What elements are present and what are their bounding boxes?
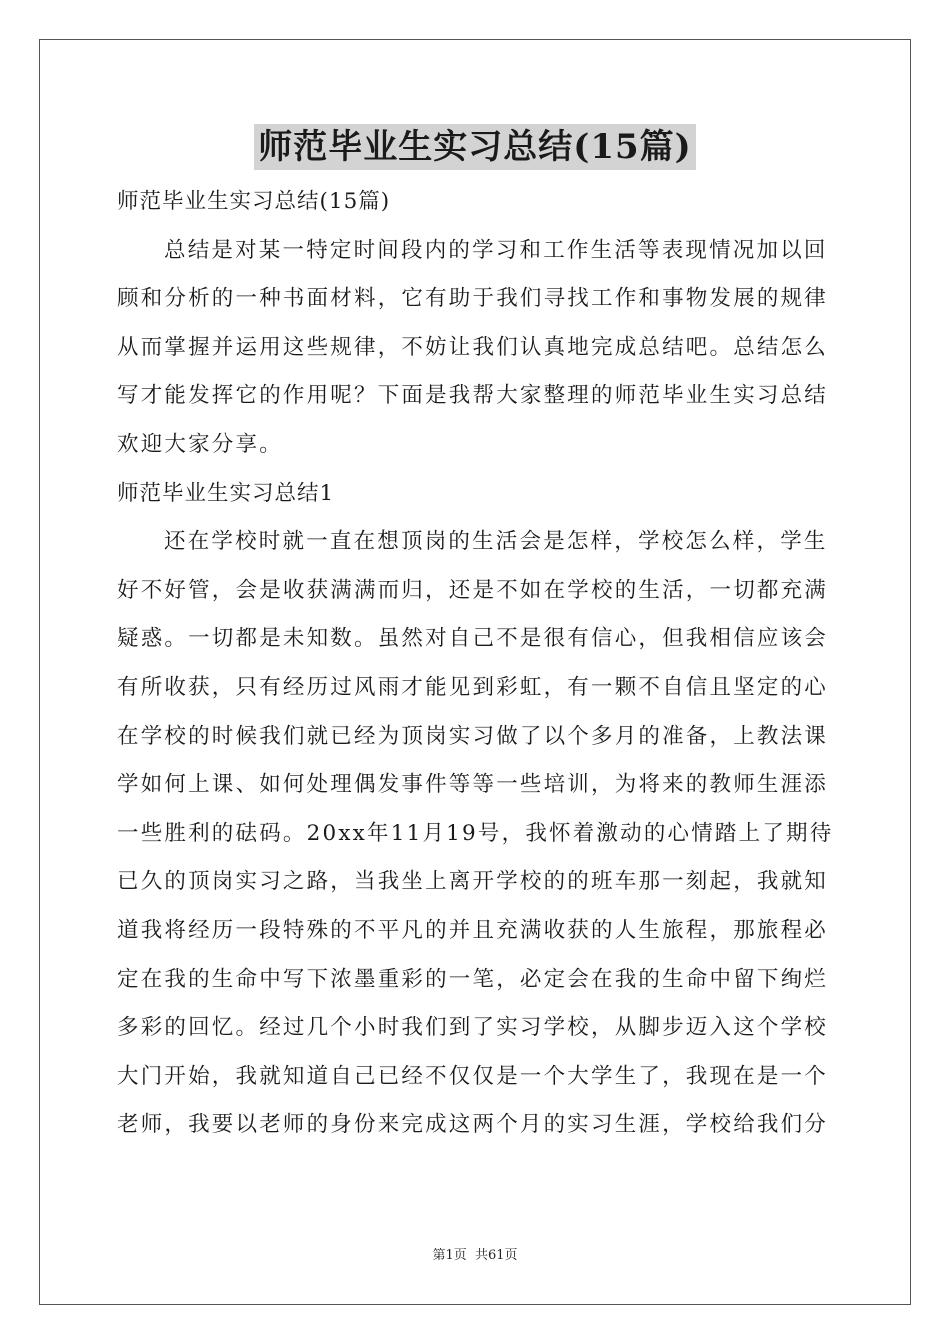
paragraph-line: 多彩的回忆。经过几个小时我们到了实习学校，从脚步迈入这个学校 [117, 1015, 829, 1041]
section-heading: 师范毕业生实习总结1 [117, 480, 335, 506]
paragraph-line: 定在我的生命中写下浓墨重彩的一笔，必定会在我的生命中留下绚烂 [117, 966, 829, 992]
page-number: 第1页 [432, 1248, 467, 1263]
paragraph-line: 已久的顶岗实习之路，当我坐上离开学校的的班车那一刻起，我就知 [117, 869, 829, 895]
section-heading: 师范毕业生实习总结(15篇) [117, 189, 391, 214]
title-container [0, 124, 950, 170]
paragraph-line: 在学校的时候我们就已经为顶岗实习做了以个多月的准备，上教法课 [117, 723, 829, 749]
paragraph-line: 还在学校时就一直在想顶岗的生活会是怎样，学校怎么样，学生 [164, 529, 828, 555]
page-total: 共61页 [474, 1248, 518, 1263]
document-title: 师范毕业生实习总结(15篇) [254, 124, 696, 170]
paragraph-line: 从而掌握并运用这些规律，不妨让我们认真地完成总结吧。总结怎么 [117, 334, 829, 360]
paragraph-line: 道我将经历一段特殊的不平凡的并且充满收获的人生旅程，那旅程必 [117, 917, 829, 943]
paragraph-line: 老师，我要以老师的身份来完成这两个月的实习生涯，学校给我们分 [117, 1112, 829, 1138]
paragraph-line: 好不好管，会是收获满满而归，还是不如在学校的生活，一切都充满 [117, 577, 829, 603]
paragraph-line: 写才能发挥它的作用呢？下面是我帮大家整理的师范毕业生实习总结 [117, 383, 829, 409]
page-footer [0, 1244, 950, 1263]
paragraph-line: 顾和分析的一种书面材料，它有助于我们寻找工作和事物发展的规律 [117, 286, 829, 312]
paragraph-line: 欢迎大家分享。 [117, 431, 283, 457]
paragraph-line: 疑惑。一切都是未知数。虽然对自己不是很有信心，但我相信应该会 [117, 626, 829, 652]
document-body [117, 178, 833, 1150]
paragraph-line: 大门开始，我就知道自己已经不仅仅是一个大学生了，我现在是一个 [117, 1063, 829, 1089]
paragraph-line: 一些胜利的砝码。20xx年11月19号，我怀着激动的心情踏上了期待 [117, 820, 834, 846]
paragraph-line: 总结是对某一特定时间段内的学习和工作生活等表现情况加以回 [164, 237, 828, 263]
paragraph-line: 学如何上课、如何处理偶发事件等等一些培训，为将来的教师生涯添 [117, 772, 829, 798]
paragraph-line: 有所收获，只有经历过风雨才能见到彩虹，有一颗不自信且坚定的心 [117, 674, 829, 700]
